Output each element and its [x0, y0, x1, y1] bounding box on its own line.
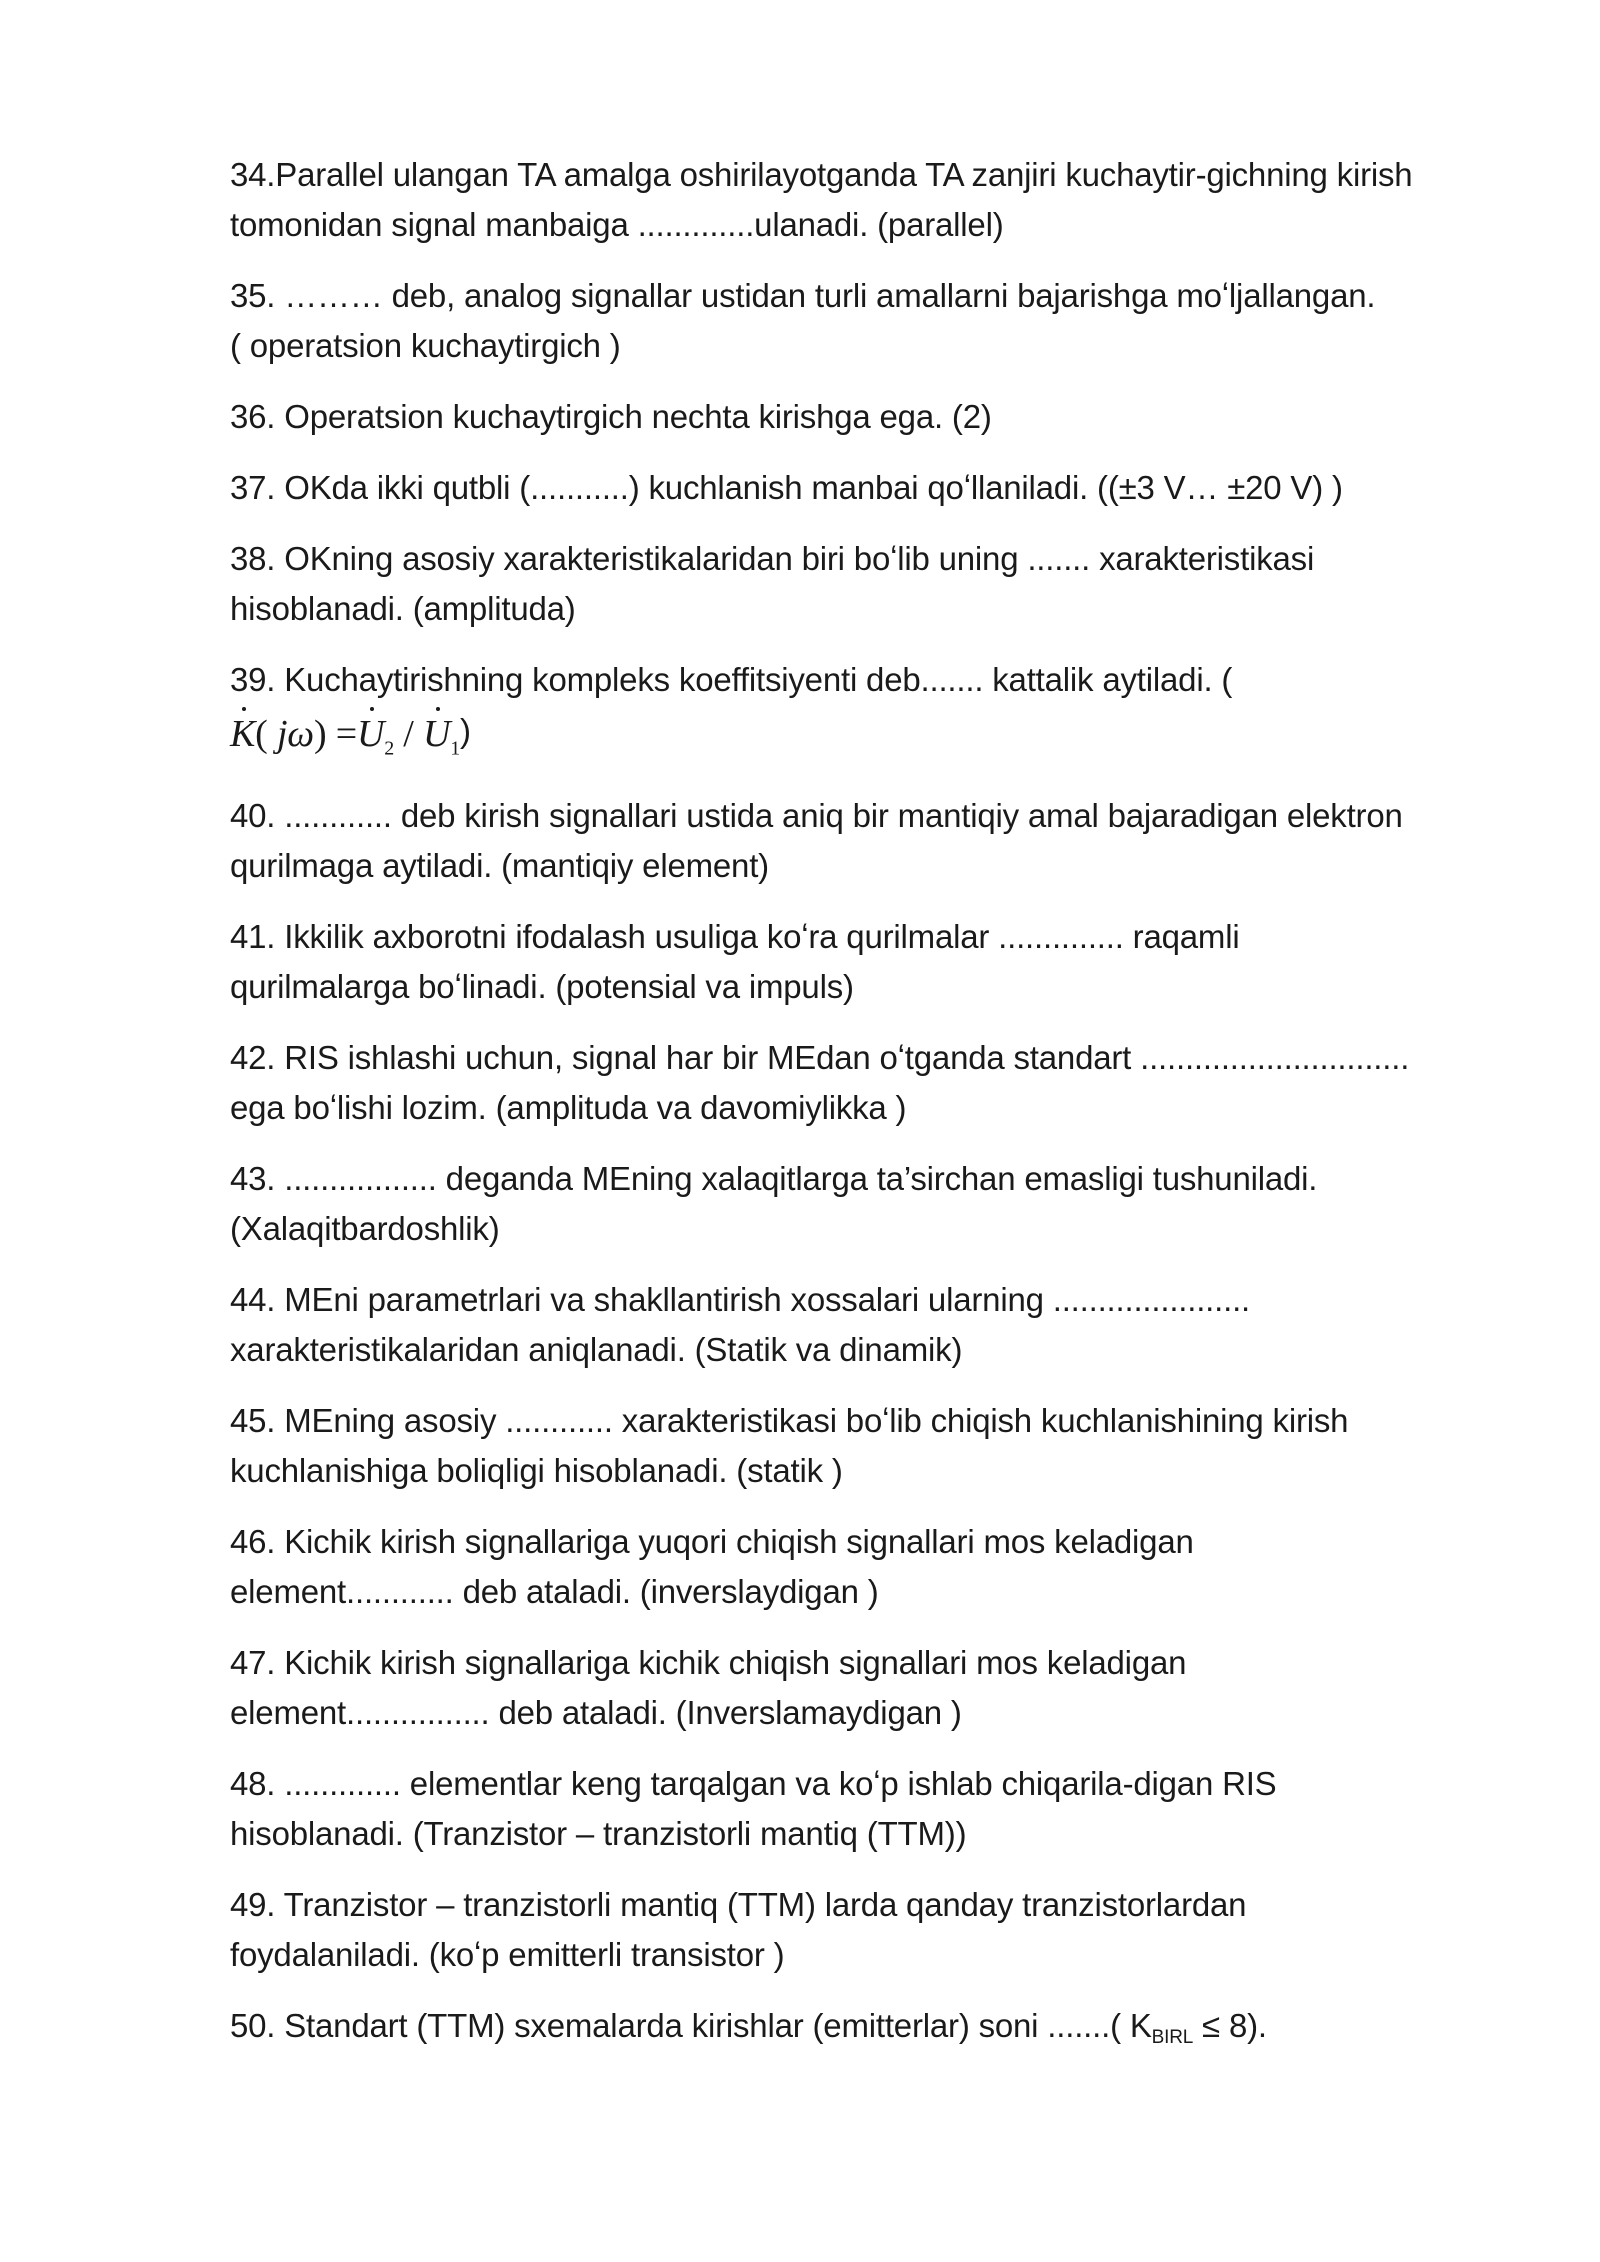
question-line: element............ deb ataladi. (inverslaydigan )	[230, 1572, 879, 1610]
question-line: 37. OKda ikki qutbli (...........) kuchlanish manbai qoʻllaniladi. ((±3 V… ±20 V) )	[230, 469, 1343, 506]
question-line: 44. MEni parametrlari va shakllantirish xossalari ularning ......................	[230, 1280, 1251, 1318]
formula-paren-close: )	[313, 713, 327, 755]
formula-line	[230, 705, 1510, 770]
formula-omega: ω	[287, 713, 314, 755]
question-list	[230, 150, 1510, 2084]
question-line: 40. ............ deb kirish signallari ustida aniq bir mantiqiy amal bajaradigan elektron	[230, 796, 1403, 834]
question-line: tomonidan signal manbaiga .............ulanadi. (parallel)	[230, 206, 1004, 243]
question-line: 46. Kichik kirish signallariga yuqori chiqish signallari mos keladigan	[230, 1522, 1194, 1560]
question-line: hisoblanadi. (amplituda)	[230, 590, 576, 627]
question-36	[230, 392, 1510, 442]
question-38	[230, 534, 1510, 634]
question-40	[230, 791, 1510, 891]
question-line: ( operatsion kuchaytirgich )	[230, 327, 621, 364]
question-line: element................ deb ataladi. (Inverslamaydigan )	[230, 1693, 962, 1731]
question-44	[230, 1275, 1510, 1375]
formula-paren-open: (	[255, 713, 268, 755]
question-line: 41. Ikkilik axborotni ifodalash usuliga koʻra qurilmalar .............. raqamli	[230, 917, 1240, 955]
question-line: 45. MEning asosiy ............ xarakteristikasi boʻlib chiqish kuchlanishining kirish	[230, 1401, 1349, 1439]
formula-slash: /	[394, 713, 423, 755]
question-line: 48. ............. elementlar keng tarqalgan va koʻp ishlab chiqarila-digan RIS	[230, 1764, 1277, 1802]
question-line: 42. RIS ishlashi uchun, signal har bir MEdan oʻtganda standart ..............................	[230, 1038, 1410, 1076]
question-line: ega boʻlishi lozim. (amplituda va davomiylikka )	[230, 1088, 907, 1126]
gain-formula	[230, 709, 460, 774]
question-line: 34.Parallel ulangan TA amalga oshirilayotganda TA zanjiri kuchaytir-gichning kirish	[230, 156, 1413, 193]
question-35	[230, 271, 1510, 371]
question-50-suffix: ≤ 8).	[1193, 2006, 1267, 2044]
formula-close-paren: )	[460, 712, 471, 749]
question-34	[230, 150, 1510, 250]
question-line: (Xalaqitbardoshlik)	[230, 1209, 500, 1247]
question-line: 43. ................. deganda MEning xalaqitlarga ta’sirchan emasligi tushuniladi.	[230, 1159, 1318, 1197]
question-line: qurilmaga aytiladi. (mantiqiy element)	[230, 846, 769, 884]
question-48	[230, 1759, 1510, 1859]
question-50-subscript: BIRL	[1151, 2026, 1194, 2048]
formula-k: K	[230, 709, 255, 759]
question-line: hisoblanadi. (Tranzistor – tranzistorli mantiq (TTM))	[230, 1814, 967, 1852]
formula-u1: U	[423, 709, 450, 759]
formula-j: j	[276, 713, 288, 755]
question-47	[230, 1638, 1510, 1738]
question-line: 47. Kichik kirish signallariga kichik chiqish signallari mos keladigan	[230, 1643, 1187, 1681]
formula-sub-1: 1	[450, 737, 461, 760]
question-45	[230, 1396, 1510, 1496]
question-line: foydalaniladi. (koʻp emitterli transistor )	[230, 1935, 785, 1973]
question-line: kuchlanishiga boliqligi hisoblanadi. (statik )	[230, 1451, 843, 1489]
question-42	[230, 1033, 1510, 1133]
question-line: qurilmalarga boʻlinadi. (potensial va impuls)	[230, 967, 854, 1005]
question-50-prefix: 50. Standart (TTM) sxemalarda kirishlar (emitterlar) soni .......( K	[230, 2006, 1152, 2044]
question-line: 36. Operatsion kuchaytirgich nechta kirishga ega. (2)	[230, 398, 992, 435]
question-46	[230, 1517, 1510, 1617]
question-line: 39. Kuchaytirishning kompleks koeffitsiyenti deb....... kattalik aytiladi. (	[230, 661, 1233, 698]
question-41	[230, 912, 1510, 1012]
question-39	[230, 655, 1510, 770]
formula-sub-2: 2	[384, 737, 394, 760]
question-line: 49. Tranzistor – tranzistorli mantiq (TTM) larda qanday tranzistorlardan	[230, 1885, 1247, 1923]
formula-u2: U	[357, 709, 384, 759]
formula-equals: =	[326, 713, 357, 755]
question-49	[230, 1880, 1510, 1980]
question-line: 38. OKning asosiy xarakteristikalaridan biri boʻlib uning ....... xarakteristikasi	[230, 540, 1315, 577]
question-line: xarakteristikalaridan aniqlanadi. (Statik va dinamik)	[230, 1330, 963, 1368]
question-37	[230, 463, 1510, 513]
question-50	[230, 2001, 1510, 2063]
question-line: 35. ……… deb, analog signallar ustidan turli amallarni bajarishga moʻljallangan.	[230, 277, 1376, 314]
question-43	[230, 1154, 1510, 1254]
question-line	[230, 2001, 1510, 2063]
